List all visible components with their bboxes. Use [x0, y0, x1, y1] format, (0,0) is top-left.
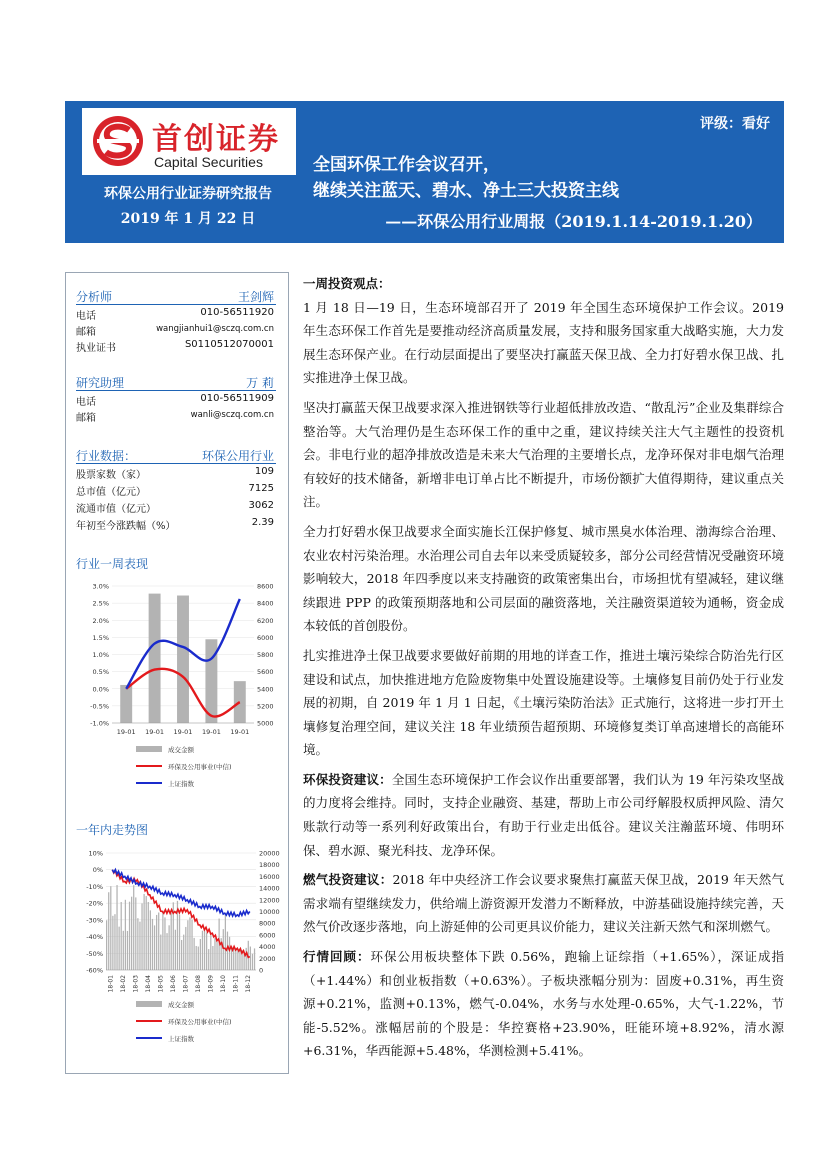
logo-chinese-name: 首创证券 [152, 122, 280, 157]
bar [187, 920, 188, 970]
bar [114, 914, 115, 970]
x-tick-label: 18-03 [132, 975, 140, 993]
y-left-tick-label: -1.0% [90, 719, 109, 728]
y-left-tick-label: -60% [86, 966, 103, 975]
bar [112, 916, 113, 970]
sidebar [65, 272, 289, 1074]
bar [254, 948, 255, 970]
x-tick-label: 18-01 [107, 975, 115, 993]
y-right-tick-label: 0 [259, 966, 264, 975]
y-left-tick-label: -50% [86, 949, 103, 958]
y-left-tick-label: 1.0% [92, 651, 109, 659]
bar [189, 917, 190, 970]
report-title-line1: 全国环保工作会议召开， [313, 155, 500, 175]
x-tick-label: 18-04 [144, 975, 152, 993]
report-type: 环保公用行业证券研究报告 [104, 186, 272, 202]
y-right-tick-label: 6000 [257, 633, 274, 642]
bar [210, 933, 211, 970]
bar [137, 918, 138, 970]
x-tick-label: 18-07 [182, 975, 190, 993]
bar [202, 931, 203, 970]
paragraph [303, 520, 784, 638]
paragraph-text: 2018 年中央经济工作会议要求聚焦打赢蓝天保卫战，2019 年天然气需求端有望继续发力，供给端上游资源开发潜力不断释放，中游基础设施持续完善，天然气价改逐步落地，向上游延伸的公司更具议价能力，建议关注新天然气和深圳燃气。 [303, 872, 784, 935]
bar [252, 954, 253, 970]
y-right-tick-label: 16000 [259, 872, 280, 881]
legend-label: 环保及公用事业(中信) [168, 1018, 232, 1026]
bar [152, 919, 153, 970]
bar [129, 902, 130, 970]
bar [162, 910, 163, 970]
analyst-email-row [76, 322, 276, 337]
bar [120, 685, 132, 723]
paragraph [303, 868, 784, 939]
industry-name: 环保公用行业 [201, 449, 274, 463]
assistant-header [76, 373, 276, 391]
x-tick-label: 18-09 [207, 975, 215, 993]
y-right-tick-label: 5600 [257, 668, 274, 677]
y-right-tick-label: 20000 [259, 849, 280, 858]
bar [227, 932, 228, 970]
yearly-chart-title: 一年内走势图 [76, 823, 149, 837]
bar [133, 885, 134, 970]
industry-row [76, 516, 276, 531]
cert-label: 执业证书 [76, 343, 116, 354]
bar [164, 917, 165, 970]
bar [146, 896, 147, 970]
bar [212, 946, 213, 970]
y-left-tick-label: -20% [86, 899, 103, 908]
bar [123, 931, 124, 970]
x-tick-label: 19-01 [201, 728, 221, 736]
email-label: 邮箱 [76, 327, 96, 338]
bar [154, 925, 155, 970]
y-right-tick-label: 10000 [259, 908, 280, 916]
analyst-cert-row [76, 338, 276, 353]
paragraph [303, 396, 784, 514]
paragraph [303, 768, 784, 862]
y-right-tick-label: 4000 [259, 943, 276, 952]
bar [191, 920, 192, 970]
y-left-tick-label: -40% [86, 933, 103, 942]
bar [125, 900, 126, 970]
y-right-tick-label: 18000 [259, 861, 280, 870]
report-title-line2: 继续关注蓝天、碧水、净土三大投资主线 [313, 181, 619, 201]
bar [250, 947, 251, 970]
analyst-label: 分析师 [76, 290, 113, 304]
analyst-email: wangjianhui1@sczq.com.cn [156, 324, 274, 334]
paragraph-text: 扎实推进净土保卫战要求要做好前期的用地的详查工作，推进土壤污染综合防治先行区建设和试点，加快推进地方危险废物集中处置设施建设等。土壤修复目前仍处于行业发展的初期，自 2019 年 1 月 1 日起，《土壤污染防治法》正式施行，这将进一步打开土壤修复治理空间，建议关注 18 年业绩预告超预期、环境修复类订单高速增长的高能环境。 [303, 647, 784, 758]
paragraph [303, 296, 784, 390]
report-date: 2019 年 1 月 22 日 [120, 211, 256, 227]
y-right-tick-label: 5200 [257, 702, 274, 711]
y-left-tick-label: -30% [86, 916, 103, 925]
bar [225, 914, 226, 970]
x-tick-label: 19-01 [145, 728, 165, 736]
report-header [65, 101, 784, 243]
bar [198, 947, 199, 970]
y-left-tick-label: -10% [86, 882, 103, 891]
y-right-tick-label: 2000 [259, 954, 276, 963]
bar [233, 947, 234, 970]
bar [169, 925, 170, 970]
industry-data-label: 行业数据： [76, 449, 137, 463]
rating-badge: 评级：看好 [700, 116, 770, 132]
logo-s-mark-icon [91, 114, 145, 168]
bar [131, 897, 132, 970]
bar [135, 897, 136, 970]
x-tick-label: 19-01 [173, 728, 193, 736]
y-right-tick-label: 6000 [259, 931, 276, 940]
x-tick-label: 19-01 [116, 728, 136, 736]
industry-data-header [76, 446, 276, 464]
paragraph-lead: 环保投资建议： [303, 771, 392, 787]
bar [237, 949, 238, 970]
x-tick-label: 18-11 [232, 975, 240, 993]
industry-row-value: 2.39 [251, 517, 274, 528]
bar [141, 903, 142, 970]
y-right-tick-label: 8000 [259, 919, 276, 928]
assistant-email-row [76, 408, 276, 423]
y-left-tick-label: 0.5% [92, 668, 109, 677]
bar [244, 954, 245, 970]
industry-row [76, 482, 276, 497]
y-left-tick-label: 0% [92, 866, 103, 875]
assistant-name: 万 莉 [246, 376, 274, 390]
industry-row-label: 流通市值（亿元） [76, 504, 156, 515]
paragraph [303, 945, 784, 1063]
legend-swatch [136, 746, 162, 752]
bar [171, 913, 172, 970]
y-right-tick-label: 6200 [257, 616, 274, 625]
bar [108, 892, 109, 970]
y-left-tick-label: 10% [88, 849, 103, 858]
y-left-tick-label: 2.0% [92, 616, 109, 625]
y-right-tick-label: 14000 [259, 884, 280, 893]
bar [208, 949, 209, 970]
y-left-tick-label: 0.0% [92, 685, 109, 694]
bar [183, 935, 184, 970]
x-tick-label: 18-02 [119, 975, 127, 993]
y-left-tick-label: 3.0% [92, 582, 109, 591]
yearly-trend-chart [66, 845, 286, 1065]
bar [204, 930, 205, 970]
bar [156, 915, 157, 970]
legend-label: 上证指数 [168, 780, 194, 788]
weekly-chart-title: 行业一周表现 [76, 557, 149, 571]
y-right-tick-label: 8400 [257, 599, 274, 608]
x-tick-label: 18-08 [194, 975, 202, 993]
bar [229, 937, 230, 970]
phone-label: 电话 [76, 397, 96, 408]
industry-row-value: 109 [254, 466, 274, 477]
x-tick-label: 18-10 [219, 975, 227, 993]
paragraph-text: 环保公用板块整体下跌 0.56%，跑输上证综指（+1.65%），深证成指（+1.44%）和创业板指数（+0.63%）。子板块涨幅分别为：固废+0.31%，再生资源+0.21%，监测+0.13%，燃气-0.04%，水务与水处理-0.65%，大气-1.22%，节能-5.52%。涨幅居前的个股是：华控赛格+23.90%，旺能环境+8.92%，清水源+6.31%，华西能源+5.48%，华测检测+5.41%。 [303, 949, 784, 1059]
paragraph-lead: 燃气投资建议： [303, 872, 393, 888]
y-left-tick-label: 1.5% [92, 633, 109, 642]
bar [160, 935, 161, 970]
paragraph-lead: 行情回顾： [303, 949, 371, 965]
legend-label: 成交金额 [168, 1001, 194, 1009]
industry-row-value: 3062 [248, 500, 274, 511]
bar [223, 929, 224, 970]
bar [177, 596, 189, 723]
email-label: 邮箱 [76, 413, 96, 424]
bar [119, 927, 120, 970]
bar [196, 946, 197, 970]
y-left-tick-label: 2.5% [92, 599, 109, 608]
analyst-header [76, 287, 276, 305]
paragraph [303, 644, 784, 762]
industry-row-label: 股票家数（家） [76, 470, 146, 481]
y-right-tick-label: 5000 [257, 719, 274, 728]
legend-label: 环保及公用事业(中信) [168, 763, 232, 771]
analyst-name: 王剑辉 [237, 290, 274, 304]
bar [149, 594, 161, 723]
x-tick-label: 19-01 [230, 728, 250, 736]
company-logo [82, 108, 296, 175]
legend-label: 上证指数 [168, 1035, 194, 1043]
bar [239, 950, 240, 970]
bar [194, 938, 195, 970]
paragraph-text: 全国生态环境保护工作会议作出重要部署，我们认为 19 年污染攻坚战的力度将会维持。同时，支持企业融资、基建，帮助上市公司纾解股权质押风险、清欠账款行动等一系列利好政策出台，有助于行业走出低谷。建议关注瀚蓝环境、伟明环保、碧水源、聚光科技、龙净环保。 [303, 771, 784, 858]
industry-row-label: 总市值（亿元） [76, 487, 146, 498]
main-content [303, 272, 784, 1069]
x-tick-label: 18-12 [244, 975, 252, 993]
bar [200, 939, 201, 970]
analyst-cert: S0110512070001 [184, 339, 274, 350]
y-right-tick-label: 8600 [257, 582, 274, 591]
x-tick-label: 18-06 [169, 975, 177, 993]
x-tick-label: 18-05 [157, 975, 165, 993]
paragraph-text: 1 月 18 日—19 日，生态环境部召开了 2019 年全国生态环境保护工作会议。2019 年生态环保工作首先是要推动经济高质量发展，支持和服务国家重大战略实施，大力发展生态环保产业。在行动层面提出了要坚决打赢蓝天保卫战、全力打好碧水保卫战、扎实推进净土保卫战。 [303, 299, 784, 386]
bar [158, 912, 159, 970]
industry-row [76, 465, 276, 480]
bar [214, 938, 215, 970]
section-heading: 一周投资观点： [303, 276, 391, 291]
y-right-tick-label: 5400 [257, 685, 274, 694]
legend-swatch [136, 1001, 162, 1007]
bar [139, 922, 140, 970]
bar [106, 920, 107, 970]
bar [127, 931, 128, 970]
bar [181, 940, 182, 970]
assistant-label: 研究助理 [76, 376, 125, 390]
bar [235, 948, 236, 970]
industry-row-label: 年初至今涨跌幅（%） [76, 521, 176, 532]
bar [206, 932, 207, 970]
bar [179, 915, 180, 970]
report-subtitle: ——环保公用行业周报（2019.1.14-2019.1.20） [385, 212, 762, 231]
bar [144, 894, 145, 970]
logo-english-name: Capital Securities [154, 154, 263, 170]
bar [116, 885, 117, 970]
assistant-phone-row [76, 392, 276, 407]
paragraph-text: 坚决打赢蓝天保卫战要求深入推进钢铁等行业超低排放改造、“散乱污”企业及集群综合整治等。大气治理仍是生态环保工作的重中之重，建议持续关注大气主题性的投资机会。非电行业的超净排放改造是未来大气治理的主要增长点，龙净环保对非电烟气治理有较好的技术储备，新增非电订单占比不断提升，市场份额扩大值得期待，建议重点关注。 [303, 399, 784, 510]
bar [234, 681, 246, 723]
y-left-tick-label: -0.5% [90, 702, 109, 711]
assistant-phone: 010-56511909 [200, 393, 274, 404]
bar [166, 933, 167, 970]
bar [185, 927, 186, 970]
phone-label: 电话 [76, 311, 96, 322]
y-right-tick-label: 12000 [259, 896, 280, 905]
bar [110, 886, 111, 970]
y-right-tick-label: 5800 [257, 651, 274, 659]
weekly-performance-chart [66, 578, 286, 808]
assistant-email: wanli@sczq.com.cn [190, 410, 274, 420]
bar [148, 902, 149, 970]
analyst-phone-row [76, 306, 276, 321]
bar [121, 902, 122, 970]
industry-row-value: 7125 [248, 483, 274, 494]
analyst-phone: 010-56511920 [200, 307, 274, 318]
legend-label: 成交金额 [168, 746, 194, 754]
bar [216, 939, 217, 970]
bar [150, 910, 151, 970]
bar [175, 930, 176, 970]
paragraph-text: 全力打好碧水保卫战要求全面实施长江保护修复、城市黑臭水体治理、渤海综合治理、农业农村污染治理。水治理公司自去年以来受质疑较多，部分公司经营情况受融资环境影响较大，2018 年四季度以来支持融资的政策密集出台，市场担忧有望减轻，建议继续跟进 PPP 的政策预期落地和公司层面的融资落地，关注融资渠道较为通畅，资金成本较低的首创股份。 [303, 523, 784, 634]
industry-row [76, 499, 276, 514]
